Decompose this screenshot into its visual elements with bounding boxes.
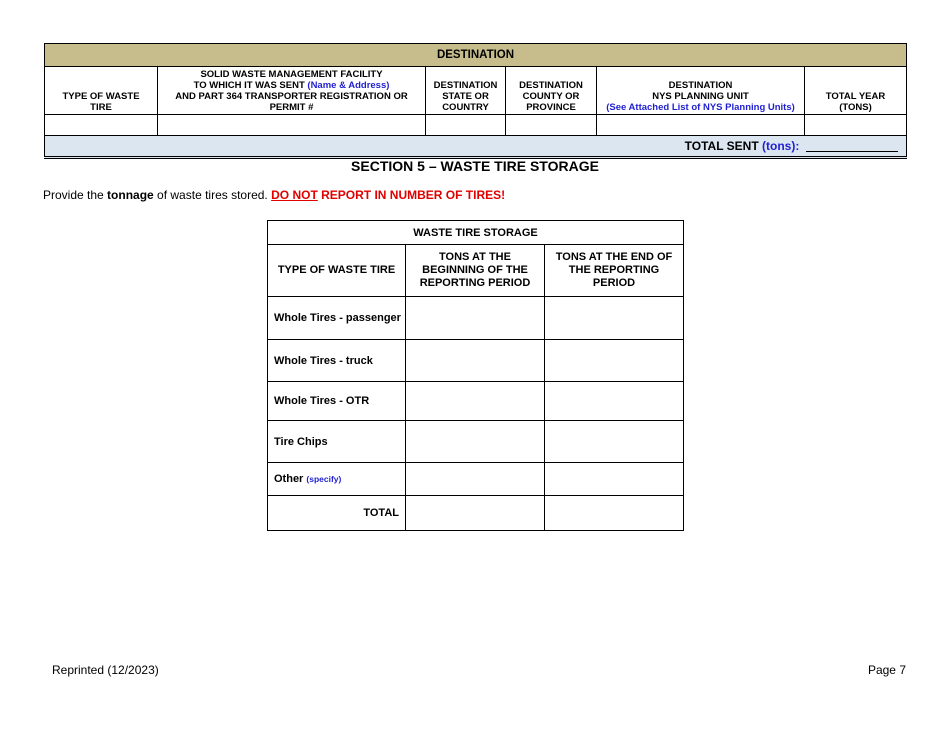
col-nys-planning-unit: DESTINATION NYS PLANNING UNIT (See Attached List of NYS Planning Units) <box>597 67 805 115</box>
reprint-note: Reprinted (12/2023) <box>52 663 159 677</box>
table-row <box>45 115 907 136</box>
tons-end-cell[interactable] <box>545 463 684 496</box>
tons-end-cell[interactable] <box>545 297 684 340</box>
row-label: Whole Tires - OTR <box>268 382 406 421</box>
tons-end-cell[interactable] <box>545 421 684 463</box>
col-total-year-tons: TOTAL YEAR (TONS) <box>805 67 907 115</box>
storage-table-title: WASTE TIRE STORAGE <box>268 221 684 245</box>
section-title: SECTION 5 – WASTE TIRE STORAGE <box>351 158 599 174</box>
total-year-cell[interactable] <box>805 115 907 136</box>
tons-beginning-cell[interactable] <box>406 340 545 382</box>
col-tons-beginning: TONS AT THE BEGINNING OF THE REPORTING PERIOD <box>406 245 545 297</box>
table-row <box>268 463 684 496</box>
table-row <box>268 382 684 421</box>
destination-header: DESTINATION <box>45 44 907 67</box>
type-cell[interactable] <box>45 115 158 136</box>
table-row <box>268 496 684 531</box>
col-type-of-waste-tire: TYPE OF WASTE TIRE <box>45 67 158 115</box>
col-destination-state: DESTINATION STATE OR COUNTRY <box>426 67 506 115</box>
intro-text: Provide the tonnage of waste tires stored. DO NOT REPORT IN NUMBER OF TIRES! <box>43 188 506 202</box>
tons-beginning-cell[interactable] <box>406 297 545 340</box>
table-row <box>268 297 684 340</box>
total-sent-field[interactable] <box>806 140 898 152</box>
col-destination-county: DESTINATION COUNTY OR PROVINCE <box>506 67 597 115</box>
total-sent-row: TOTAL SENT (tons): <box>45 136 907 158</box>
state-cell[interactable] <box>426 115 506 136</box>
row-label: Whole Tires - truck <box>268 340 406 382</box>
county-cell[interactable] <box>506 115 597 136</box>
table-row <box>268 340 684 382</box>
facility-cell[interactable] <box>158 115 426 136</box>
tons-end-cell[interactable] <box>545 340 684 382</box>
col-facility: SOLID WASTE MANAGEMENT FACILITY TO WHICH IT WAS SENT (Name & Address) AND PART 364 TRANSPORTER REGISTRATION OR PERMIT # <box>158 67 426 115</box>
tons-end-total-cell[interactable] <box>545 496 684 531</box>
destination-table <box>44 43 907 159</box>
tons-beginning-cell[interactable] <box>406 463 545 496</box>
planning-unit-cell[interactable] <box>597 115 805 136</box>
row-label-other: Other (specify) <box>268 463 406 496</box>
tons-beginning-total-cell[interactable] <box>406 496 545 531</box>
row-label-total: TOTAL <box>268 496 406 531</box>
page-number: Page 7 <box>867 663 906 677</box>
tons-end-cell[interactable] <box>545 382 684 421</box>
waste-tire-storage-table <box>267 220 684 531</box>
table-row <box>268 421 684 463</box>
total-sent-unit: (tons) <box>762 139 796 153</box>
total-sent-label: TOTAL SENT <box>684 139 762 153</box>
tons-beginning-cell[interactable] <box>406 382 545 421</box>
col-tons-end: TONS AT THE END OF THE REPORTING PERIOD <box>545 245 684 297</box>
row-label: Tire Chips <box>268 421 406 463</box>
row-label: Whole Tires - passenger <box>268 297 406 340</box>
tons-beginning-cell[interactable] <box>406 421 545 463</box>
col-type-of-waste-tire: TYPE OF WASTE TIRE <box>268 245 406 297</box>
